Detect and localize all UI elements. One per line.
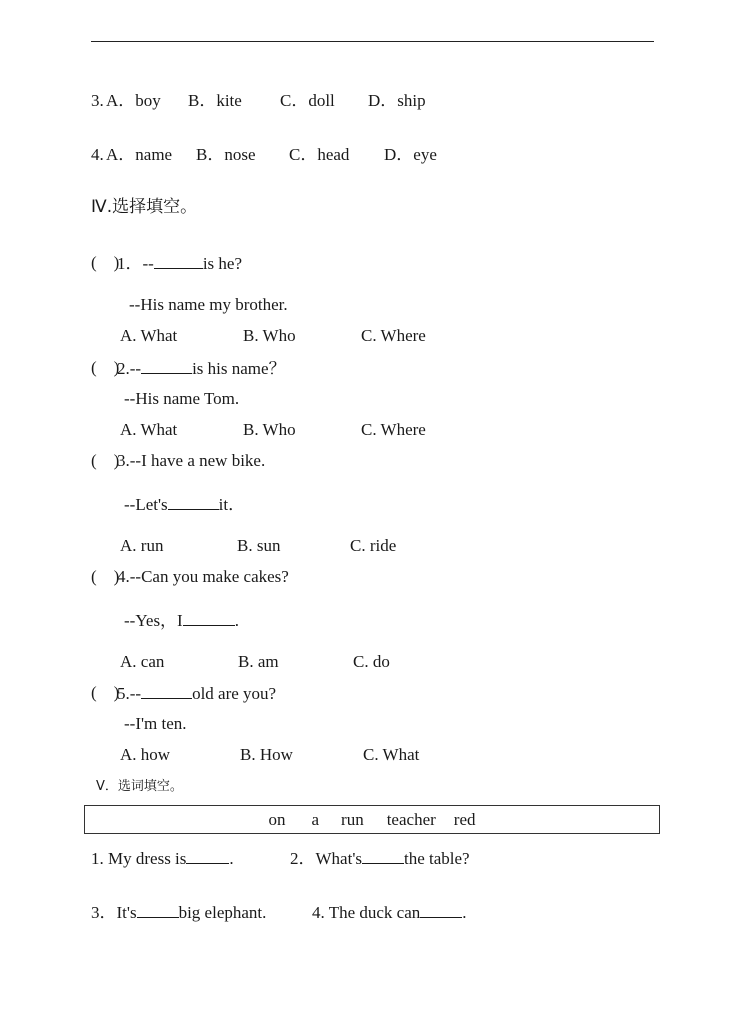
word-bank-word: on <box>268 809 286 829</box>
fill-item-1: 1. My dress is . <box>91 849 234 868</box>
blank[interactable] <box>183 611 235 626</box>
answer-line: --Let's it． <box>124 495 246 514</box>
word-bank-word: a <box>311 809 320 829</box>
answer-paren[interactable]: ( ) <box>91 253 120 272</box>
option-a: A. how <box>120 745 171 764</box>
answer-paren[interactable]: ( ) <box>91 451 120 470</box>
q4-option-a: A．name <box>106 145 173 164</box>
q4-option-d: D．eye <box>384 145 437 164</box>
option-a: A. run <box>120 536 164 555</box>
answer-line: --His name my brother. <box>129 295 288 314</box>
option-a: A. can <box>120 652 165 671</box>
option-b: B. How <box>240 745 293 764</box>
option-c: C. Where <box>361 420 426 439</box>
option-c: C. ride <box>350 536 397 555</box>
q4-option-c: C．head <box>289 145 350 164</box>
section4-title: Ⅳ.选择填空。 <box>91 197 198 217</box>
question-stem: 4.--Can you make cakes? <box>117 567 289 586</box>
word-bank-word: run <box>341 809 364 829</box>
fill-item-4: 4. The duck can . <box>312 903 467 922</box>
option-b: B. am <box>238 652 279 671</box>
option-c: C. do <box>353 652 390 671</box>
fill-item-2: 2．What's the table? <box>290 849 470 868</box>
blank[interactable] <box>420 903 462 918</box>
section5-title: Ⅴ．选词填空。 <box>96 779 183 794</box>
q4-number: 4. <box>91 145 104 164</box>
answer-paren[interactable]: ( ) <box>91 358 120 377</box>
word-bank-word: red <box>453 809 476 829</box>
q4-option-b: B．nose <box>196 145 256 164</box>
answer-line: --Yes，I . <box>124 611 239 630</box>
answer-line: --I'm ten. <box>124 714 187 733</box>
question-stem: 2.-- is his name？ <box>117 359 286 378</box>
blank[interactable] <box>141 684 192 699</box>
blank[interactable] <box>141 359 192 374</box>
option-b: B. Who <box>243 420 296 439</box>
option-a: A. What <box>120 326 178 345</box>
option-c: C. Where <box>361 326 426 345</box>
option-c: C. What <box>363 745 420 764</box>
top-rule <box>91 41 654 42</box>
word-bank-word: teacher <box>386 809 436 829</box>
question-stem: 3.--I have a new bike. <box>117 451 266 470</box>
blank[interactable] <box>186 849 229 864</box>
q3-option-d: D．ship <box>368 91 426 110</box>
answer-line: --His name Tom. <box>124 389 240 408</box>
q3-option-a: A．boy <box>106 91 161 110</box>
answer-paren[interactable]: ( ) <box>91 683 120 702</box>
q3-option-c: C．doll <box>280 91 335 110</box>
fill-item-3: 3．It's big elephant. <box>91 903 267 922</box>
answer-paren[interactable]: ( ) <box>91 567 120 586</box>
blank[interactable] <box>154 254 203 269</box>
blank[interactable] <box>168 495 219 510</box>
question-stem: 1．-- is he? <box>117 254 243 273</box>
word-bank <box>84 805 660 834</box>
option-b: B. Who <box>243 326 296 345</box>
question-stem: 5.-- old are you? <box>117 684 277 703</box>
option-a: A. What <box>120 420 178 439</box>
blank[interactable] <box>137 903 179 918</box>
blank[interactable] <box>362 849 404 864</box>
q3-option-b: B．kite <box>188 91 242 110</box>
q3-number: 3. <box>91 91 104 110</box>
option-b: B. sun <box>237 536 281 555</box>
